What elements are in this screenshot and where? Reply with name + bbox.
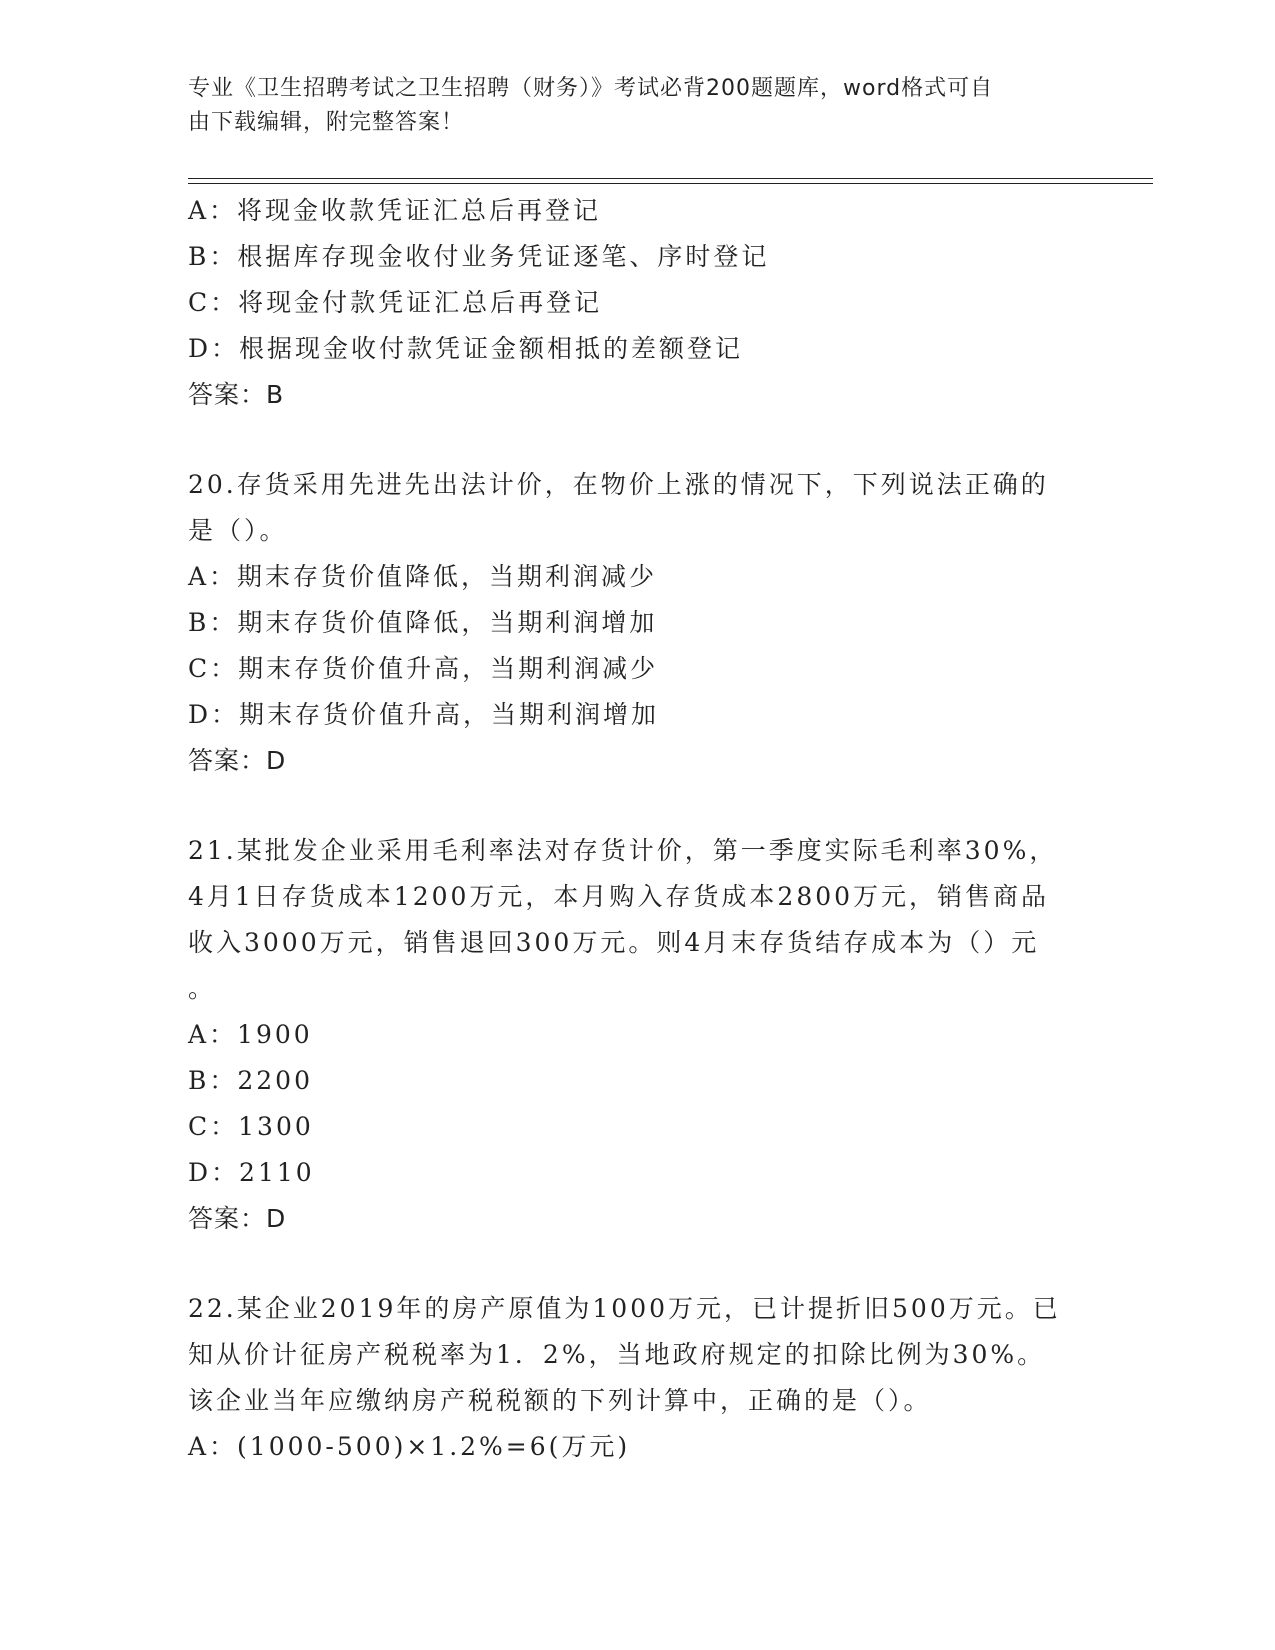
option-a: A：期末存货价值降低，当期利润减少 xyxy=(188,562,658,591)
question-21 xyxy=(188,828,1088,1242)
question-22 xyxy=(188,1286,1088,1470)
option-d: D：根据现金收付款凭证金额相抵的差额登记 xyxy=(188,334,744,363)
option-c: C：1300 xyxy=(188,1112,314,1141)
question-19 xyxy=(188,188,1088,418)
question-stem-line: 4月1日存货成本1200万元，本月购入存货成本2800万元，销售商品 xyxy=(188,882,1050,911)
option-b: B：2200 xyxy=(188,1066,313,1095)
question-stem-line: 。 xyxy=(188,974,217,1003)
question-stem-line: 知从价计征房产税税率为1．2%，当地政府规定的扣除比例为30%。 xyxy=(188,1340,1046,1369)
spacer xyxy=(188,1242,1088,1286)
option-a: A：将现金收款凭证汇总后再登记 xyxy=(188,196,602,225)
answer-label: 答案：D xyxy=(188,1204,287,1233)
option-d: D：2110 xyxy=(188,1158,315,1187)
question-stem-line: 该企业当年应缴纳房产税税额的下列计算中，正确的是（）。 xyxy=(188,1386,932,1415)
question-stem-line: 是（）。 xyxy=(188,516,288,545)
question-stem-line: 收入3000万元，销售退回300万元。则4月末存货结存成本为（）元 xyxy=(188,928,1040,957)
option-b: B：根据库存现金收付业务凭证逐笔、序时登记 xyxy=(188,242,770,271)
document-header xyxy=(188,72,1088,140)
question-stem-line: 20.存货采用先进先出法计价，在物价上涨的情况下，下列说法正确的 xyxy=(188,470,1049,499)
option-a: A：(1000-500)×1.2%=6(万元) xyxy=(188,1432,631,1461)
option-b: B：期末存货价值降低，当期利润增加 xyxy=(188,608,658,637)
option-c: C：期末存货价值升高，当期利润减少 xyxy=(188,654,659,683)
header-line-1: 专业《卫生招聘考试之卫生招聘（财务）》考试必背200题题库，word格式可自 xyxy=(188,76,994,101)
option-a: A：1900 xyxy=(188,1020,313,1049)
spacer xyxy=(188,784,1088,828)
answer-label: 答案：B xyxy=(188,380,285,409)
spacer xyxy=(188,418,1088,462)
header-divider-bottom xyxy=(188,183,1153,184)
question-stem-line: 22.某企业2019年的房产原值为1000万元，已计提折旧500万元。已 xyxy=(188,1294,1061,1323)
question-20 xyxy=(188,462,1088,784)
option-c: C：将现金付款凭证汇总后再登记 xyxy=(188,288,603,317)
header-line-2: 由下载编辑，附完整答案！ xyxy=(188,110,465,135)
question-list xyxy=(188,188,1088,1470)
answer-label: 答案：D xyxy=(188,746,287,775)
option-d: D：期末存货价值升高，当期利润增加 xyxy=(188,700,660,729)
header-divider-top xyxy=(188,178,1153,179)
question-stem-line: 21.某批发企业采用毛利率法对存货计价，第一季度实际毛利率30%， xyxy=(188,836,1058,865)
